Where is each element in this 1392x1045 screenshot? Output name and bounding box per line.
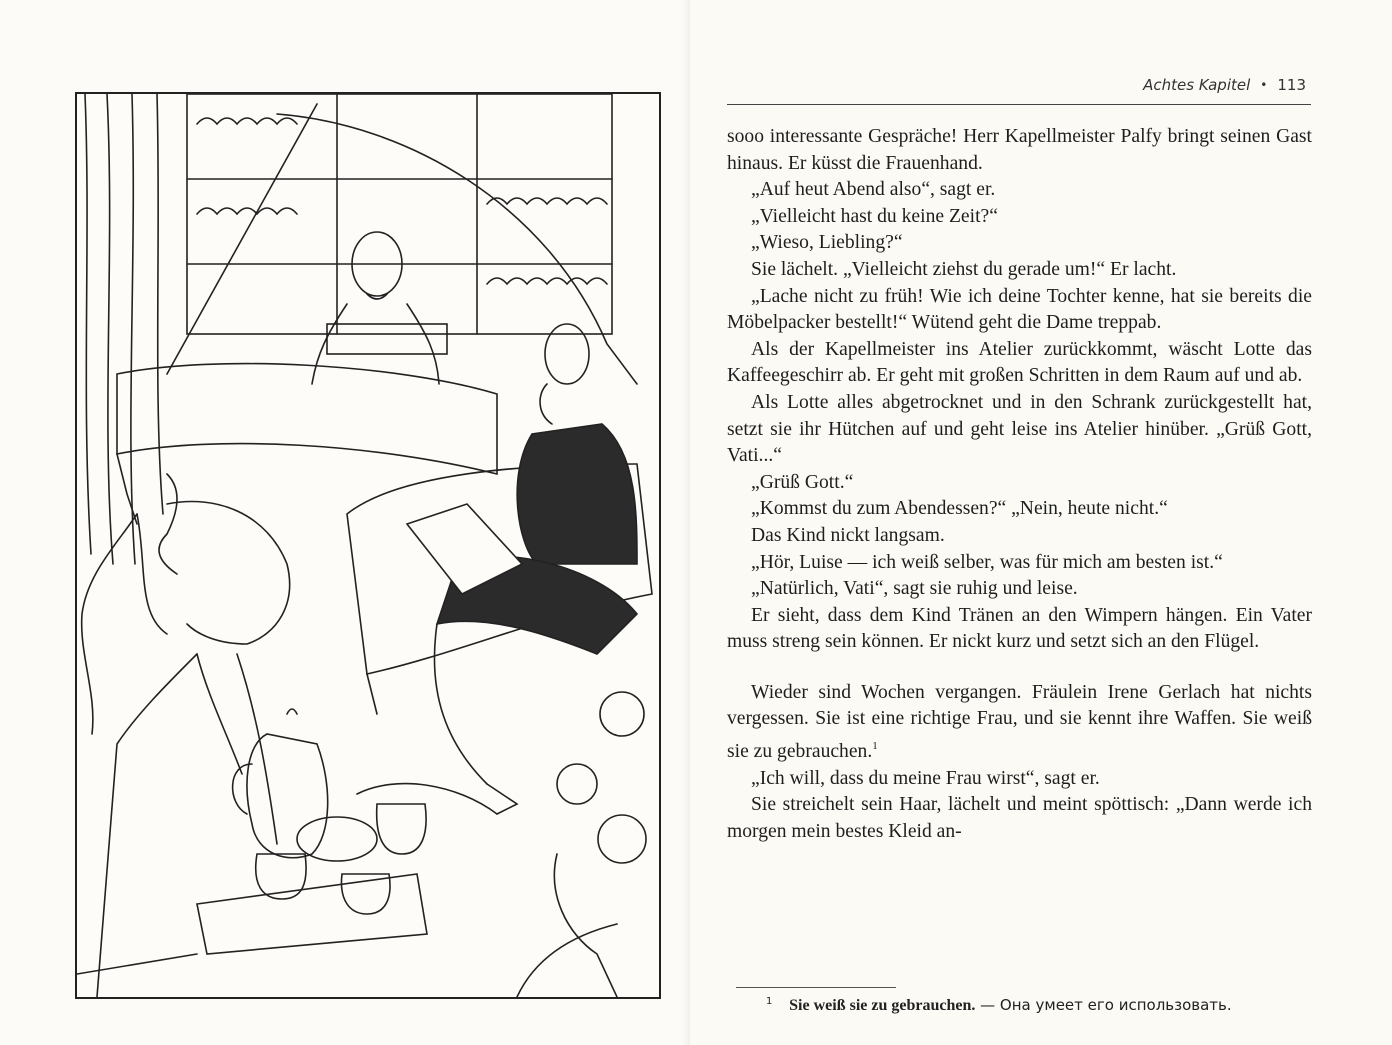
header-rule: [727, 104, 1311, 105]
footnote-term: Sie weiß sie zu gebrauchen.: [789, 997, 976, 1014]
section-break: [727, 656, 1312, 680]
page-number: 113: [1277, 76, 1306, 94]
running-head: [1143, 76, 1306, 94]
paragraph: Das Kind nickt langsam.: [751, 524, 945, 546]
footnote-translation: — Она умеет его использовать.: [980, 996, 1232, 1014]
illustration-drawing: [77, 94, 659, 997]
left-page: [0, 0, 690, 1045]
paragraph: „Kommst du zum Abendessen?“ „Nein, heute nicht.“: [751, 498, 1168, 520]
paragraph: Als Lotte alles abgetrocknet und in den Schrank zurückgestellt hat, setzt sie ihr Hütchen auf und geht leise ins Atelier hinüber. „Grüß Gott, Vati...“: [727, 391, 1312, 467]
header-bullet: •: [1260, 78, 1268, 92]
footnote: [766, 992, 1314, 1016]
chapter-title: Achtes Kapitel: [1143, 76, 1251, 94]
paragraph: „Wieso, Liebling?“: [751, 232, 903, 254]
paragraph: Wieder sind Wochen vergangen. Fräulein Irene Gerlach hat nichts vergessen. Sie ist eine richtige Frau, und sie kennt ihre Waffen. Sie weiß sie zu gebrauchen.$^1$: [727, 681, 1312, 763]
paragraph: „Lache nicht zu früh! Wie ich deine Tochter kenne, hat sie bereits die Möbelpacker bestellt!“ Wütend geht die Dame treppab.: [727, 285, 1312, 334]
book-illustration-icon: [75, 92, 661, 999]
paragraph: „Vielleicht hast du keine Zeit?“: [751, 205, 998, 227]
paragraph: Sie lächelt. „Vielleicht ziehst du gerade um!“ Er lacht.: [751, 258, 1177, 280]
paragraph: „Hör, Luise — ich weiß selber, was für mich am besten ist.“: [751, 551, 1223, 573]
paragraph: sooo interessante Gespräche! Herr Kapellmeister Palfy bringt seinen Gast hinaus. Er küsst die Frauenhand.: [727, 126, 1312, 174]
footnote-reference: 1: [872, 740, 878, 753]
paragraph: „Grüß Gott.“: [751, 471, 854, 493]
paragraph: Er sieht, dass dem Kind Tränen an den Wimpern hängen. Ein Vater muss streng sein können. Er nickt kurz und setzt sich an den Flügel.: [727, 604, 1312, 653]
paragraph: „Natürlich, Vati“, sagt sie ruhig und leise.: [751, 578, 1078, 600]
section-2: [727, 680, 1312, 846]
paragraph: „Auf heut Abend also“, sagt er.: [751, 179, 996, 201]
section-1: [727, 124, 1312, 656]
footnote-number: 1: [766, 996, 773, 1007]
paragraph: Sie streichelt sein Haar, lächelt und meint spöttisch: „Dann werde ich morgen mein bestes Kleid an-: [727, 794, 1312, 842]
body-text: [727, 124, 1312, 845]
paragraph: Als der Kapellmeister ins Atelier zurückkommt, wäscht Lotte das Kaffeegeschirr ab. Er geht mit großen Schritten in dem Raum auf und ab.: [727, 338, 1312, 387]
footnote-rule: [736, 987, 896, 988]
paragraph: „Ich will, dass du meine Frau wirst“, sagt er.: [751, 767, 1100, 789]
